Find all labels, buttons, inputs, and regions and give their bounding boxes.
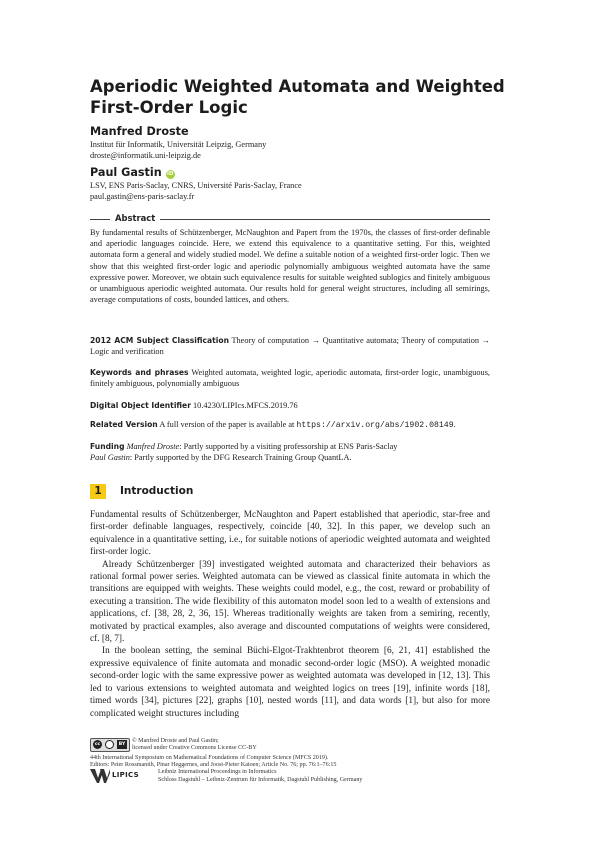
paragraph: Already Schützenberger [39] investigated weighted automata and characterized their behaviors as rational formal power series. Weighted automata can be viewed as classical finite automata in which the transitions are equipped with weights. These weights could model, e.g., the cost, reward or probability of executing a transition. The wide flexibility of this automaton model soon led to a wealth of extensions and applications, cf. [38, 28, 2, 36, 15]. Whereas traditionally weights are taken from a semiring, recently, motivated by practical examples, also average and discounted computations of weights were considered, cf. [8, 7]. [90,559,490,645]
related-version [90,419,490,431]
author-email[interactable]: droste@informatik.uni-leipzig.de [90,151,201,160]
author-email[interactable]: paul.gastin@ens-paris-saclay.fr [90,192,195,201]
doi [90,400,490,411]
title-line-2: First-Order Logic [90,98,248,117]
author-affiliation: LSV, ENS Paris-Saclay, CNRS, Université Paris-Saclay, France [90,181,302,190]
funding-name: Paul Gastin [90,453,130,463]
acm-text: Theory of computation → Quantitative automata; Theory of computation → Logic and verification [90,336,490,357]
section-title: Introduction [120,485,194,497]
funding-text: : Partly supported by a visiting professorship at ENS Paris-Saclay [179,442,398,451]
abstract-heading [90,213,490,225]
acm-classification [90,335,490,357]
author-name: Paul Gastin [90,166,162,179]
funding-text: : Partly supported by the DFG Research Training Group QuantLA. [129,453,352,463]
keywords-label: Keywords and phrases [90,368,189,377]
doi-label: Digital Object Identifier [90,401,191,410]
conference-line: 44th International Symposium on Mathematical Foundations of Computer Science (MFCS 2019). [90,755,329,761]
heading-rule [160,219,490,220]
paragraph: In the boolean setting, the seminal Büchi-Elgot-Trakhtenbrot theorem [6, 21, 41] established the expressive equivalence of finite automata and monadic second-order logic (MSO). A weighted monadic second-order logic with the same expressive power as weighted automata was developed in [12, 13]. This led to various extensions to weighted automata and weighted logics on trees [19], infinite words [18], timed words [34], pictures [22], graphs [10], nested words [11], and data words [1], but also for more complicated weight structures including [90,646,490,719]
lipics-logo [90,769,154,785]
cc-by-license-icon[interactable] [90,738,130,752]
paper-title [90,76,510,118]
lipics-logo-text: LIPICS [112,771,139,779]
related-label: Related Version [90,420,158,429]
abstract-label: Abstract [115,213,156,223]
keywords-text: Weighted automata, weighted logic, aperiodic automata, first-order logic, unambiguous, finitely ambiguous, polynomially ambiguous [90,368,490,389]
by-icon: BY [118,742,126,747]
funding [90,441,490,463]
title-line-1: Aperiodic Weighted Automata and Weighted [90,77,505,96]
acm-label: 2012 ACM Subject Classification [90,336,229,345]
keywords [90,367,490,389]
related-text: A full version of the paper is available at [159,420,295,429]
copyright-line: © Manfred Droste and Paul Gastin; [132,738,219,744]
attribution-person-icon [105,740,114,749]
doi-link[interactable]: 10.4230/LIPIcs.MFCS.2019.76 [193,401,298,410]
section-number: 1 [90,484,106,499]
related-end: . [453,420,456,429]
introduction-body [90,509,490,720]
section-heading [90,484,490,500]
author-block [90,166,175,179]
orcid-icon[interactable]: iD [166,171,174,177]
funding-label: Funding [90,442,125,451]
series-line: Leibniz International Proceedings in Informatics [158,769,277,775]
editors-line: Editors: Peter Rossmanith, Pinar Heggernes, and Joost-Pieter Katoen; Article No. 76; pp. 76:1–76:15 [90,762,337,768]
paragraph: Fundamental results of Schützenberger, McNaughton and Papert established that aperiodic, star-free and first-order definable languages, respectively, coincide [40, 32]. In this paper, we develop such an equivalence in a quantitative setting, i.e., for suitable notions of aperiodic weighted automata and weighted first-order logic. [90,510,490,558]
author-name: Manfred Droste [90,125,189,138]
funding-name: Manfred Droste [126,442,180,451]
cc-icon: cc [94,742,101,747]
license-line: licensed under Creative Commons License CC-BY [132,745,257,751]
author-affiliation: Institut für Informatik, Universität Leipzig, Germany [90,140,267,149]
abstract-text: By fundamental results of Schützenberger, McNaughton and Papert from the 1970s, the classes of first-order definable and aperiodic languages coincide. Here, we extend this equivalence to a quantitative setting. For this, weighted automata form a general and widely studied model. We define a suitable notion of a weighted first-order logic. Then we show that this weighted first-order logic and aperiodic polynomially ambiguous weighted automata have the same expressive power. Moreover, we obtain such equivalence results for suitable weighted sublogics and finitely ambiguous or unambiguous aperiodic weighted automata. Our results hold for general weight structures, including all semirings, average computations of costs, bounded lattices, and others. [90,228,490,305]
publisher-line: Schloss Dagstuhl – Leibniz-Zentrum für Informatik, Dagstuhl Publishing, Germany [158,777,363,783]
arxiv-link[interactable]: https://arxiv.org/abs/1902.08149 [296,421,454,430]
lipics-mark-icon [90,769,110,785]
heading-rule [90,219,110,220]
